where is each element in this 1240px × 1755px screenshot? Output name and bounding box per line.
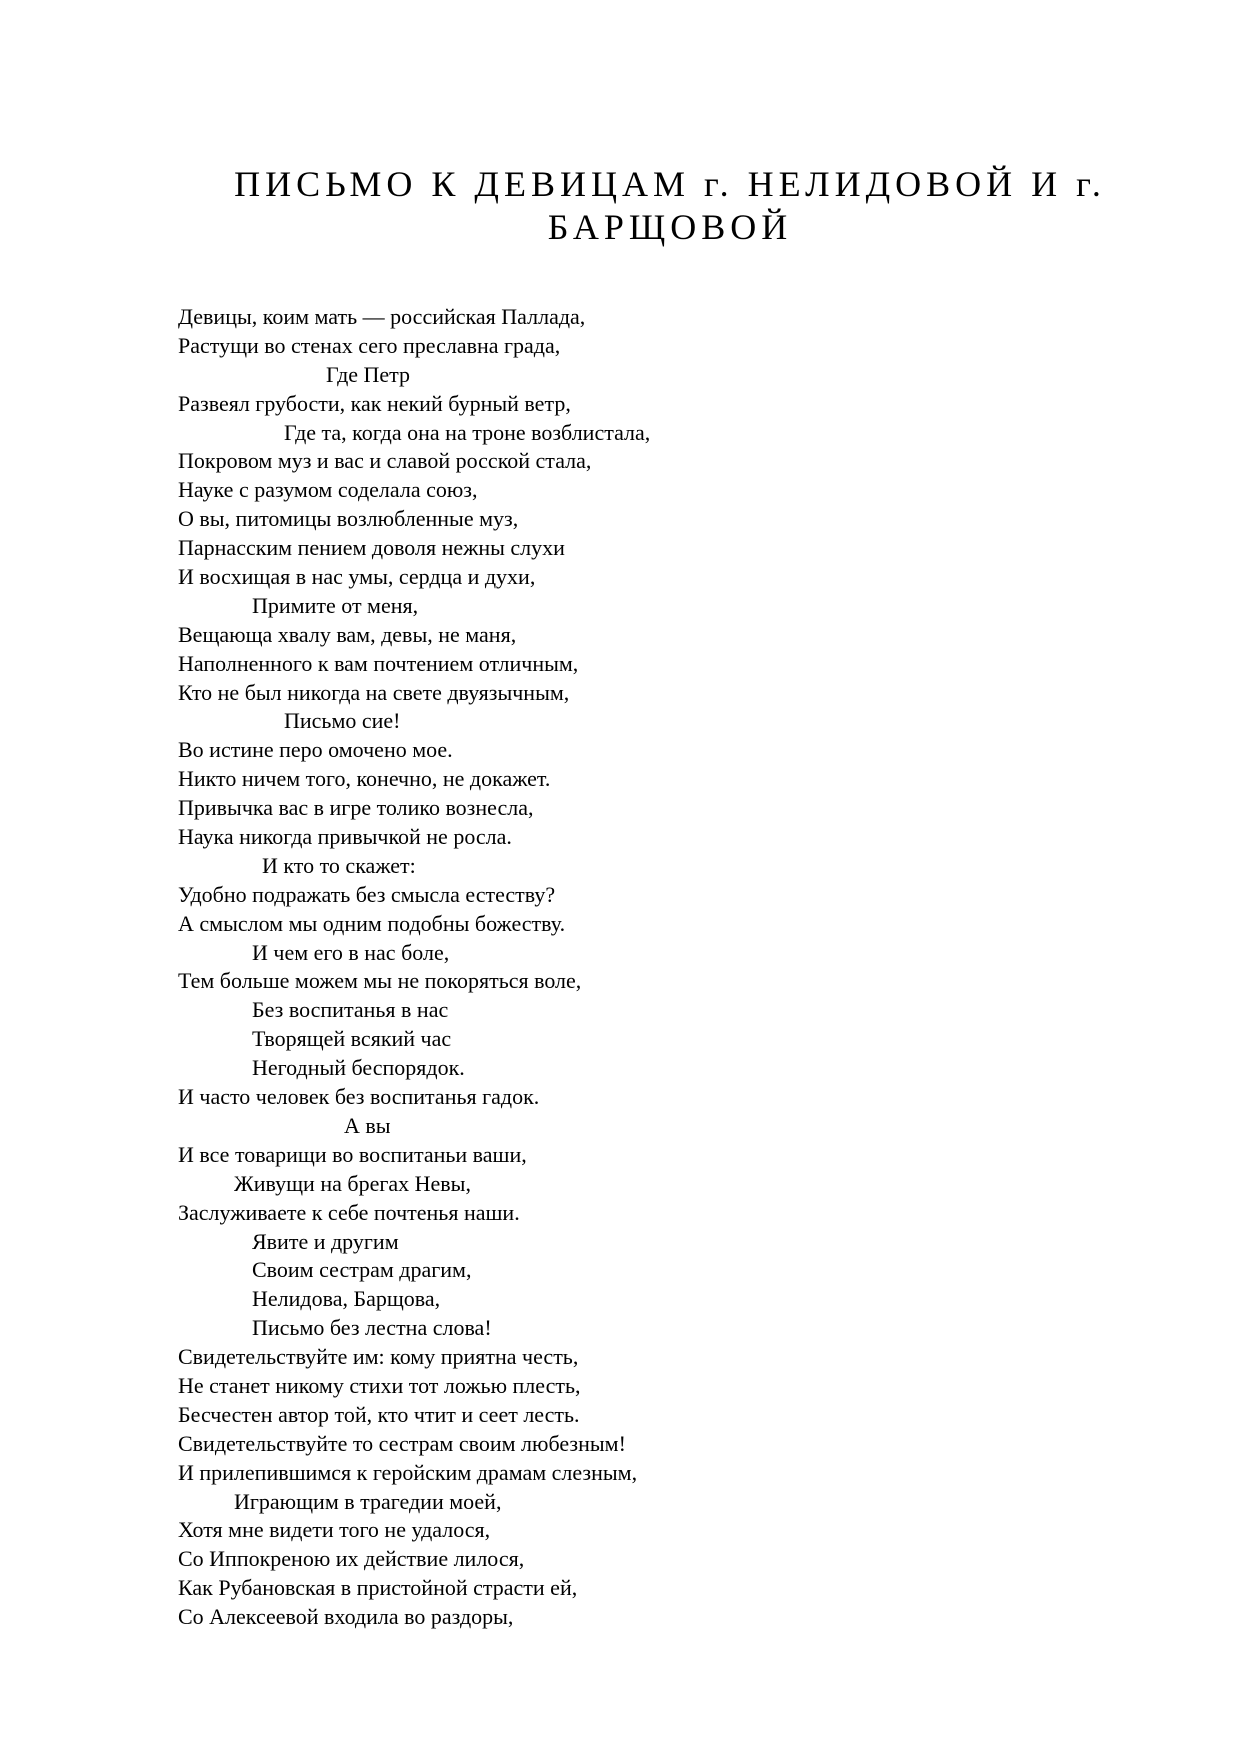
verse-line: Свидетельствуйте то сестрам своим любезным!	[178, 1430, 626, 1456]
verse-line: Где та, когда она на троне возблистала,	[284, 419, 651, 445]
verse-line: Девицы, коим мать — российская Паллада,	[178, 304, 586, 329]
verse-line: Наука никогда привычкой не росла.	[178, 824, 512, 850]
verse-line: Развеял грубости, как некий бурный ветр,	[178, 390, 571, 416]
verse-line: Привычка вас в игре толико вознесла,	[178, 795, 534, 821]
verse-line: Науке с разумом соделала союз,	[178, 477, 478, 503]
verse-line: Творящей всякий час	[252, 1026, 452, 1052]
verse-line: О вы, питомицы возлюбленные муз,	[178, 506, 519, 532]
title-line-2: БАРЩОВОЙ	[547, 207, 793, 247]
verse-line: Явите и другим	[252, 1228, 399, 1254]
verse-line: А смыслом мы одним подобны божеству.	[178, 910, 566, 936]
verse-line: И все товарищи во воспитаньи ваши,	[178, 1141, 527, 1167]
page-title	[200, 163, 1140, 249]
verse-line: Играющим в трагедии моей,	[234, 1488, 502, 1514]
verse-line: Никто ничем того, конечно, не докажет.	[178, 766, 551, 792]
verse-line: Тем больше можем мы не покоряться воле,	[178, 968, 582, 994]
verse-line: Живущи на брегах Невы,	[234, 1170, 471, 1196]
verse-line: Нелидова, Барщова,	[252, 1286, 441, 1312]
verse-line: Негодный беспорядок.	[252, 1055, 465, 1081]
verse-line: Вещающа хвалу вам, девы, не маня,	[178, 621, 517, 647]
verse-line: Как Рубановская в пристойной страсти ей,	[178, 1575, 578, 1601]
verse-line: И прилепившимся к геройским драмам слезным,	[178, 1459, 638, 1485]
verse-line: И чем его в нас боле,	[252, 939, 450, 965]
verse-line: Со Алексеевой входила во раздоры,	[178, 1604, 514, 1630]
verse-line: Со Иппокреною их действие лилося,	[178, 1546, 525, 1572]
verse-line: Кто не был никогда на свете двуязычным,	[178, 679, 570, 705]
verse-line: Не станет никому стихи тот ложью плесть,	[178, 1372, 581, 1398]
verse-line: А вы	[344, 1112, 391, 1138]
verse-line: Растущи во стенах сего преславна града,	[178, 332, 561, 358]
verse-line: Свидетельствуйте им: кому приятна честь,	[178, 1344, 579, 1370]
verse-line: И часто человек без воспитанья гадок.	[178, 1084, 540, 1110]
verse-line: Парнасским пением доволя нежны слухи	[178, 535, 565, 561]
verse-line: Где Петр	[326, 361, 411, 387]
poem-body	[178, 303, 1178, 1632]
verse-line: Письмо сие!	[284, 708, 401, 734]
verse-line: Заслуживаете к себе почтенья наши.	[178, 1199, 520, 1225]
title-line-1: ПИСЬМО К ДЕВИЦАМ г. НЕЛИДОВОЙ И г.	[234, 164, 1106, 204]
verse-line: И восхищая в нас умы, сердца и духи,	[178, 564, 536, 590]
verse-line: Письмо без лестна слова!	[252, 1315, 492, 1341]
verse-line: Хотя мне видети того не удалося,	[178, 1517, 491, 1543]
verse-line: Примите от меня,	[252, 592, 419, 618]
verse-line: Во истине перо омочено мое.	[178, 737, 453, 763]
verse-line: Наполненного к вам почтением отличным,	[178, 650, 579, 676]
verse-line: Бесчестен автор той, кто чтит и сеет лесть.	[178, 1401, 580, 1427]
verse-line: И кто то скажет:	[262, 852, 416, 878]
verse-line: Своим сестрам драгим,	[252, 1257, 472, 1283]
verse-line: Удобно подражать без смысла естеству?	[178, 881, 556, 907]
verse-line: Покровом муз и вас и славой росской стала,	[178, 448, 592, 474]
verse-line: Без воспитанья в нас	[252, 997, 449, 1023]
